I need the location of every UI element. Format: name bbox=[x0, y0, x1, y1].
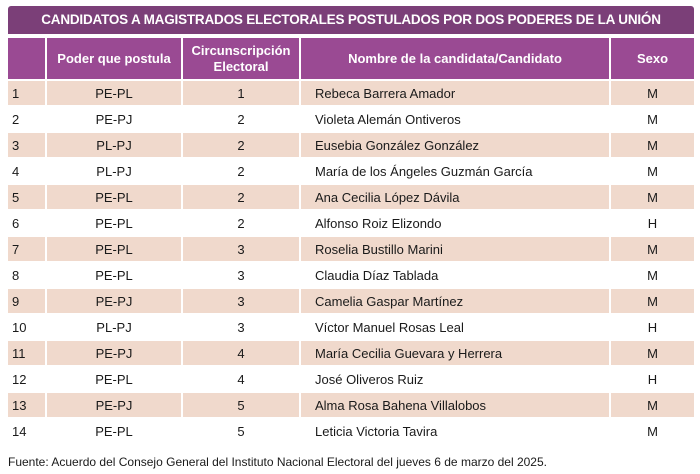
cell-nombre: María Cecilia Guevara y Herrera bbox=[300, 340, 610, 366]
cell-sexo: M bbox=[610, 184, 694, 210]
cell-sexo: M bbox=[610, 80, 694, 106]
cell-nombre: Violeta Alemán Ontiveros bbox=[300, 106, 610, 132]
header-sexo: Sexo bbox=[610, 38, 694, 80]
cell-sexo: M bbox=[610, 392, 694, 418]
candidates-table bbox=[8, 38, 694, 443]
cell-nombre: Claudia Díaz Tablada bbox=[300, 262, 610, 288]
cell-poder: PE-PJ bbox=[46, 392, 182, 418]
cell-circunscripcion: 2 bbox=[182, 158, 300, 184]
cell-nombre: Ana Cecilia López Dávila bbox=[300, 184, 610, 210]
cell-poder: PL-PJ bbox=[46, 158, 182, 184]
cell-sexo: H bbox=[610, 366, 694, 392]
cell-circunscripcion: 3 bbox=[182, 314, 300, 340]
header-circunscripcion: Circunscripción Electoral bbox=[182, 38, 300, 80]
table-title: CANDIDATOS A MAGISTRADOS ELECTORALES POSTULADOS POR DOS PODERES DE LA UNIÓN bbox=[8, 6, 694, 34]
cell-poder: PE-PL bbox=[46, 210, 182, 236]
cell-poder: PE-PL bbox=[46, 262, 182, 288]
cell-number: 10 bbox=[8, 314, 46, 340]
table-row bbox=[8, 418, 694, 443]
cell-nombre: Camelia Gaspar Martínez bbox=[300, 288, 610, 314]
cell-poder: PE-PL bbox=[46, 80, 182, 106]
table-container bbox=[8, 6, 694, 443]
cell-number: 9 bbox=[8, 288, 46, 314]
cell-number: 4 bbox=[8, 158, 46, 184]
cell-poder: PL-PJ bbox=[46, 132, 182, 158]
cell-poder: PE-PL bbox=[46, 366, 182, 392]
cell-sexo: M bbox=[610, 418, 694, 443]
cell-poder: PE-PL bbox=[46, 184, 182, 210]
cell-poder: PE-PL bbox=[46, 418, 182, 443]
table-row bbox=[8, 184, 694, 210]
cell-number: 1 bbox=[8, 80, 46, 106]
cell-sexo: M bbox=[610, 340, 694, 366]
cell-nombre: María de los Ángeles Guzmán García bbox=[300, 158, 610, 184]
cell-circunscripcion: 4 bbox=[182, 340, 300, 366]
cell-circunscripcion: 1 bbox=[182, 80, 300, 106]
table-row bbox=[8, 366, 694, 392]
cell-nombre: Rebeca Barrera Amador bbox=[300, 80, 610, 106]
cell-poder: PE-PJ bbox=[46, 288, 182, 314]
cell-nombre: Leticia Victoria Tavira bbox=[300, 418, 610, 443]
cell-circunscripcion: 4 bbox=[182, 366, 300, 392]
cell-number: 5 bbox=[8, 184, 46, 210]
cell-poder: PE-PL bbox=[46, 236, 182, 262]
cell-number: 12 bbox=[8, 366, 46, 392]
table-row bbox=[8, 106, 694, 132]
cell-sexo: M bbox=[610, 262, 694, 288]
header-nombre: Nombre de la candidata/Candidato bbox=[300, 38, 610, 80]
header-row bbox=[8, 38, 694, 80]
cell-number: 8 bbox=[8, 262, 46, 288]
cell-number: 6 bbox=[8, 210, 46, 236]
cell-nombre: Alfonso Roiz Elizondo bbox=[300, 210, 610, 236]
cell-circunscripcion: 5 bbox=[182, 418, 300, 443]
table-row bbox=[8, 340, 694, 366]
table-row bbox=[8, 288, 694, 314]
cell-sexo: M bbox=[610, 236, 694, 262]
cell-nombre: José Oliveros Ruiz bbox=[300, 366, 610, 392]
cell-circunscripcion: 2 bbox=[182, 106, 300, 132]
header-num bbox=[8, 38, 46, 80]
table-row bbox=[8, 392, 694, 418]
cell-circunscripcion: 2 bbox=[182, 132, 300, 158]
cell-number: 13 bbox=[8, 392, 46, 418]
cell-sexo: M bbox=[610, 132, 694, 158]
cell-circunscripcion: 3 bbox=[182, 262, 300, 288]
cell-sexo: H bbox=[610, 314, 694, 340]
cell-nombre: Víctor Manuel Rosas Leal bbox=[300, 314, 610, 340]
cell-sexo: M bbox=[610, 106, 694, 132]
cell-circunscripcion: 5 bbox=[182, 392, 300, 418]
table-row bbox=[8, 132, 694, 158]
cell-sexo: M bbox=[610, 288, 694, 314]
cell-circunscripcion: 3 bbox=[182, 288, 300, 314]
cell-circunscripcion: 2 bbox=[182, 184, 300, 210]
cell-number: 2 bbox=[8, 106, 46, 132]
table-row bbox=[8, 210, 694, 236]
cell-circunscripcion: 3 bbox=[182, 236, 300, 262]
cell-poder: PE-PJ bbox=[46, 340, 182, 366]
cell-nombre: Alma Rosa Bahena Villalobos bbox=[300, 392, 610, 418]
cell-number: 3 bbox=[8, 132, 46, 158]
cell-number: 7 bbox=[8, 236, 46, 262]
table-row bbox=[8, 314, 694, 340]
source-note: Fuente: Acuerdo del Consejo General del Instituto Nacional Electoral del jueves 6 de marzo del 2025. bbox=[8, 455, 547, 469]
table-row bbox=[8, 262, 694, 288]
cell-poder: PE-PJ bbox=[46, 106, 182, 132]
table-row bbox=[8, 80, 694, 106]
cell-nombre: Eusebia González González bbox=[300, 132, 610, 158]
table-row bbox=[8, 236, 694, 262]
cell-number: 14 bbox=[8, 418, 46, 443]
table-row bbox=[8, 158, 694, 184]
header-poder: Poder que postula bbox=[46, 38, 182, 80]
cell-circunscripcion: 2 bbox=[182, 210, 300, 236]
cell-nombre: Roselia Bustillo Marini bbox=[300, 236, 610, 262]
cell-number: 11 bbox=[8, 340, 46, 366]
cell-poder: PL-PJ bbox=[46, 314, 182, 340]
cell-sexo: H bbox=[610, 210, 694, 236]
cell-sexo: M bbox=[610, 158, 694, 184]
